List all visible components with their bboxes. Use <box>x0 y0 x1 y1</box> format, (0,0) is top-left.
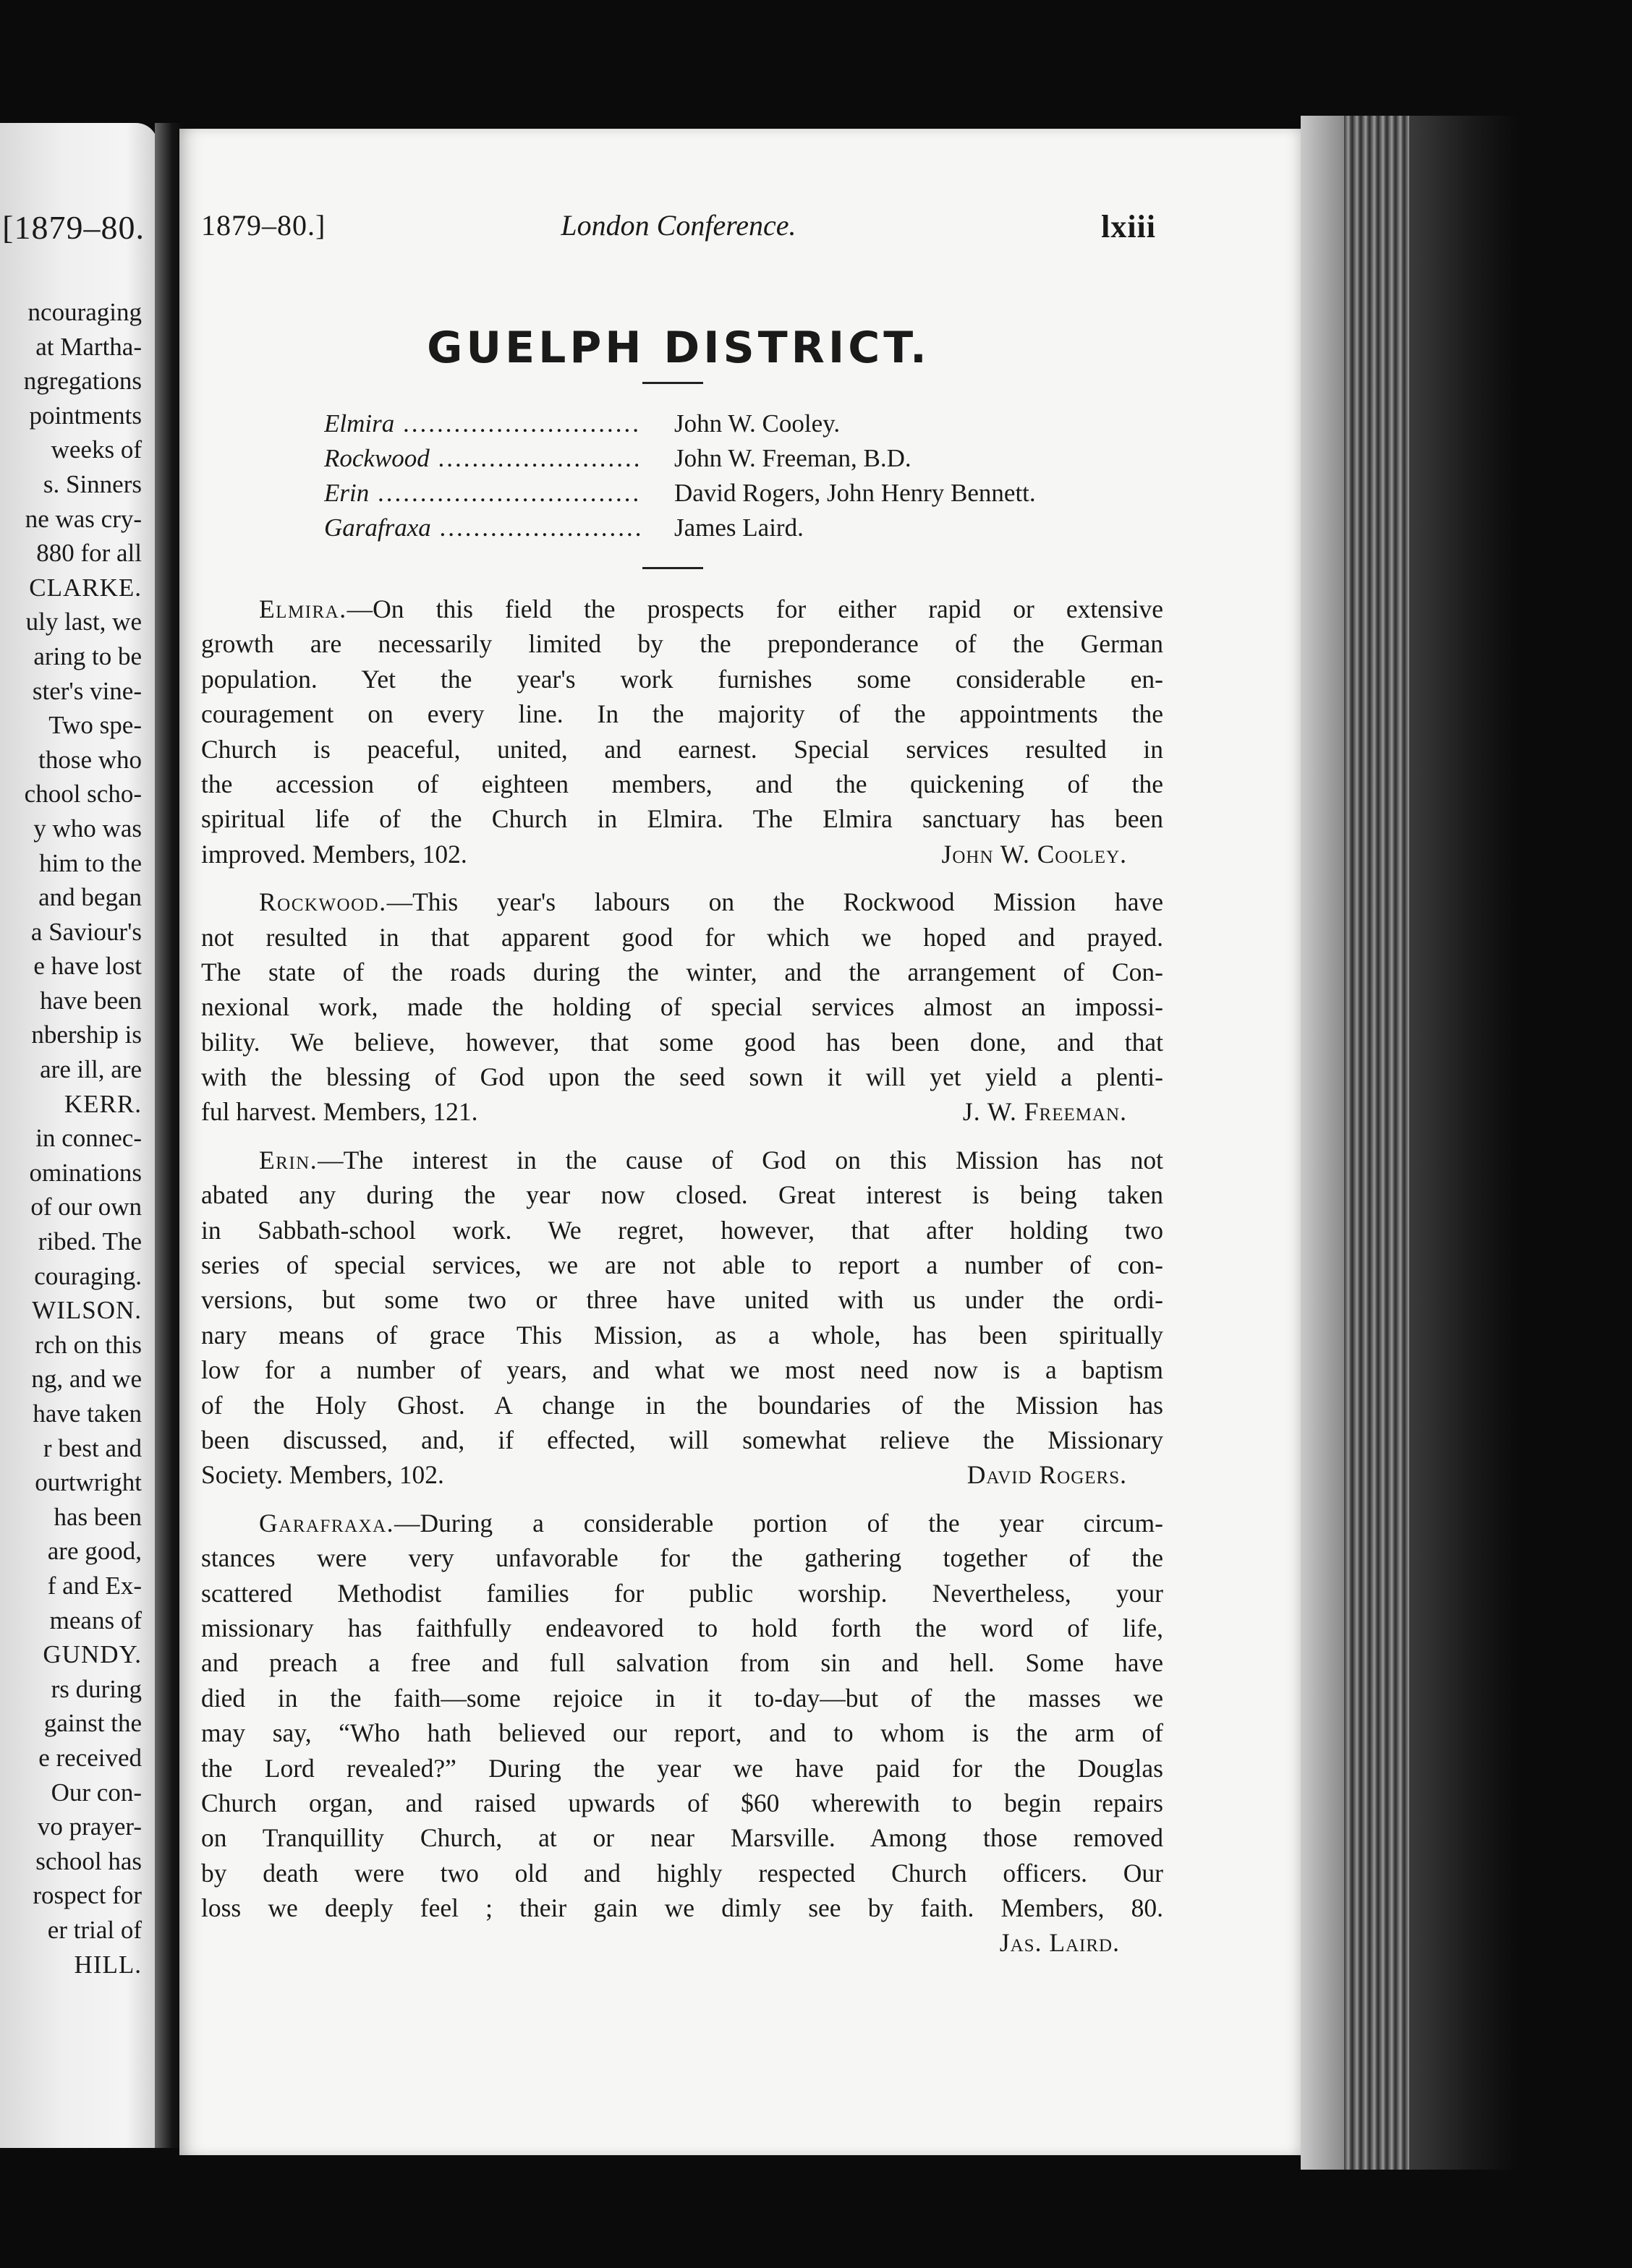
report-line <box>201 1282 1163 1317</box>
report-text: —On this field the prospects for either rapid or extensive <box>347 594 1163 623</box>
previous-page-line: ourtwright <box>35 1468 142 1497</box>
report-line <box>201 1423 1163 1457</box>
report-line <box>201 920 1163 955</box>
report-line <box>201 1506 1163 1540</box>
report-text: population. Yet the year's work furnishes some considerable en- <box>201 664 1163 694</box>
report-line <box>201 1213 1163 1248</box>
previous-page-line: rs during <box>51 1674 142 1703</box>
circuit-name: Rockwood ..... <box>324 444 642 473</box>
circuit-name: Erin ..... <box>324 479 642 508</box>
previous-page-line: ster's vine- <box>32 676 142 705</box>
circuit-reports <box>201 592 1163 1974</box>
minister-name: James Laird. <box>674 513 804 542</box>
circuit-row <box>324 479 1192 513</box>
report-signature: Jas. Laird. <box>999 1928 1120 1958</box>
report-line <box>201 1248 1163 1282</box>
previous-page-year: [1879–80. <box>2 209 145 246</box>
previous-page-line: pointments <box>29 401 142 430</box>
previous-page-line: ncouraging <box>27 298 142 326</box>
circuit-row <box>324 444 1192 479</box>
report-line <box>201 801 1163 836</box>
circuit-report <box>201 592 1163 871</box>
report-text: of the Holy Ghost. A change in the boundaries of the Mission has <box>201 1390 1163 1420</box>
report-line <box>201 1177 1163 1212</box>
previous-page-line: aring to be <box>33 641 142 670</box>
previous-page-line: ominations <box>29 1158 142 1187</box>
title-rule <box>642 382 703 384</box>
report-text: not resulted in that apparent good for which we hoped and prayed. <box>201 922 1163 952</box>
previous-page-line: e have lost <box>33 952 142 981</box>
previous-page-line: and began <box>38 883 142 912</box>
previous-page-line: in connec- <box>35 1124 142 1153</box>
report-text: died in the faith—some rejoice in it to-day—but of the masses we <box>201 1683 1163 1713</box>
main-page <box>179 129 1301 2155</box>
report-text: nexional work, made the holding of special services almost an impossi- <box>201 992 1163 1022</box>
report-line <box>201 1751 1163 1786</box>
report-line <box>201 1318 1163 1352</box>
previous-page-line: e received <box>38 1743 142 1772</box>
report-line <box>201 1856 1163 1890</box>
report-line <box>201 1786 1163 1820</box>
report-signature: David Rogers. <box>966 1460 1127 1490</box>
circuit-row <box>324 513 1192 548</box>
previous-page-line: ribed. The <box>38 1227 142 1256</box>
running-head-title: London Conference. <box>561 209 796 242</box>
report-line <box>201 1060 1163 1094</box>
report-line <box>201 1645 1163 1680</box>
report-signature: J. W. Freeman. <box>962 1097 1127 1127</box>
circuit-report <box>201 1506 1163 1961</box>
report-text: on Tranquillity Church, at or near Marsville. Among those removed <box>201 1823 1163 1853</box>
report-line <box>201 662 1163 696</box>
previous-page-line: HILL. <box>74 1950 142 1979</box>
minister-name: David Rogers, John Henry Bennett. <box>674 479 1036 507</box>
report-text: ful harvest. Members, 121. <box>201 1097 478 1127</box>
previous-page-line: nbership is <box>31 1020 142 1049</box>
previous-page-line: rch on this <box>35 1330 142 1359</box>
report-line <box>201 626 1163 661</box>
circuit-list-rule <box>642 567 703 569</box>
report-text: loss we deeply feel ; their gain we dimly see by faith. Members, 80. <box>201 1893 1163 1923</box>
report-text: been discussed, and, if effected, will somewhat relieve the Missionary <box>201 1425 1163 1454</box>
report-place: Garafraxa. <box>259 1508 395 1538</box>
report-text: abated any during the year now closed. Great interest is being taken <box>201 1180 1163 1210</box>
report-line <box>201 1890 1163 1925</box>
previous-page-line: of our own <box>30 1193 142 1222</box>
report-text: Church organ, and raised upwards of $60 wherewith to begin repairs <box>201 1788 1163 1817</box>
report-line <box>201 837 1163 871</box>
report-text: series of special services, we are not able to report a number of con- <box>201 1250 1163 1280</box>
previous-page-text <box>0 295 142 1982</box>
page-edge-shadow <box>1409 116 1518 2170</box>
report-line <box>201 592 1163 626</box>
report-text: nary means of grace This Mission, as a whole, has been spiritually <box>201 1320 1163 1350</box>
previous-page-line: s. Sinners <box>43 469 142 498</box>
report-text: scattered Methodist families for public worship. Nevertheless, your <box>201 1578 1163 1608</box>
report-place: Erin. <box>259 1145 318 1174</box>
report-text: couragement on every line. In the majority of the appointments the <box>201 699 1163 729</box>
previous-page-line: KERR. <box>64 1089 142 1118</box>
previous-page-line: have been <box>40 986 142 1015</box>
previous-page-line: are ill, are <box>40 1055 142 1084</box>
report-line <box>201 1094 1163 1129</box>
previous-page-line: y who was <box>33 814 142 843</box>
report-line <box>201 1540 1163 1575</box>
report-text: and preach a free and full salvation from sin and hell. Some have <box>201 1648 1163 1678</box>
previous-page-line: are good, <box>47 1537 142 1566</box>
report-text: stances were very unfavorable for the gathering together of the <box>201 1543 1163 1573</box>
page-number: lxiii <box>1101 209 1156 244</box>
previous-page-line: him to the <box>39 848 142 877</box>
report-line <box>201 696 1163 731</box>
circuit-name: Garafraxa ..... <box>324 513 642 542</box>
previous-page-line: gainst the <box>43 1709 142 1738</box>
previous-page-line: rospect for <box>33 1881 142 1910</box>
running-head <box>201 208 1156 252</box>
previous-page-line: WILSON. <box>32 1296 142 1325</box>
previous-page-line: Two spe- <box>48 711 142 740</box>
previous-page-fragment <box>0 123 158 2148</box>
previous-page-line: have taken <box>33 1399 142 1428</box>
report-signature: John W. Cooley. <box>941 839 1127 869</box>
circuit-list <box>324 409 1192 548</box>
report-line <box>201 1457 1163 1492</box>
report-line <box>201 1715 1163 1750</box>
report-text: The state of the roads during the winter, and the arrangement of Con- <box>201 957 1163 986</box>
district-title: GUELPH DISTRICT. <box>427 323 930 373</box>
report-text: —This year's labours on the Rockwood Mission have <box>386 887 1163 917</box>
previous-page-line: at Martha- <box>35 332 142 361</box>
previous-page-line: GUNDY. <box>43 1640 142 1669</box>
report-text: may say, “Who hath believed our report, and to whom is the arm of <box>201 1718 1163 1748</box>
previous-page-line: er trial of <box>47 1915 142 1944</box>
report-line <box>201 1352 1163 1387</box>
report-text: with the blessing of God upon the seed sown it will yet yield a plenti- <box>201 1062 1163 1092</box>
report-place: Rockwood. <box>259 887 387 917</box>
report-text: Society. Members, 102. <box>201 1460 444 1490</box>
report-text: in Sabbath-school work. We regret, however, that after holding two <box>201 1215 1163 1245</box>
previous-page-line: CLARKE. <box>29 573 142 602</box>
report-line <box>201 955 1163 989</box>
report-line <box>201 1681 1163 1715</box>
report-line <box>201 1143 1163 1177</box>
previous-page-line: means of <box>49 1606 142 1634</box>
previous-page-line: school has <box>35 1846 142 1875</box>
previous-page-line: Our con- <box>51 1778 142 1807</box>
previous-page-line: couraging. <box>34 1261 142 1290</box>
report-text: low for a number of years, and what we most need now is a baptism <box>201 1355 1163 1385</box>
previous-page-line: those who <box>38 745 142 774</box>
previous-page-line: ngregations <box>23 367 142 396</box>
previous-page-line: f and Ex- <box>47 1571 142 1600</box>
report-line <box>201 1388 1163 1423</box>
previous-page-line: chool scho- <box>24 780 142 809</box>
report-line <box>201 767 1163 801</box>
report-text: missionary has faithfully endeavored to hold forth the word of life, <box>201 1613 1163 1642</box>
report-text: —The interest in the cause of God on this Mission has not <box>318 1145 1163 1174</box>
previous-page-line: a Saviour's <box>30 917 142 946</box>
circuit-report <box>201 1143 1163 1493</box>
report-line <box>201 989 1163 1024</box>
circuit-row <box>324 409 1192 444</box>
report-text: by death were two old and highly respected Church officers. Our <box>201 1858 1163 1888</box>
previous-page-line: weeks of <box>51 435 142 464</box>
report-line <box>201 1025 1163 1060</box>
report-text: spiritual life of the Church in Elmira. The Elmira sanctuary has been <box>201 804 1163 834</box>
report-text: improved. Members, 102. <box>201 839 467 869</box>
previous-page-line: ne was cry- <box>25 504 142 533</box>
minister-name: John W. Freeman, B.D. <box>674 444 911 472</box>
page-edge-light <box>1301 116 1344 2170</box>
previous-page-line: 880 for all <box>36 539 142 568</box>
report-text: bility. We believe, however, that some good has been done, and that <box>201 1027 1163 1057</box>
page-edge-stack <box>1301 116 1518 2170</box>
previous-page-line: has been <box>54 1502 142 1531</box>
report-line <box>201 1611 1163 1645</box>
report-line <box>201 732 1163 767</box>
running-head-year: 1879–80.] <box>201 209 326 242</box>
report-text: Church is peaceful, united, and earnest. Special services resulted in <box>201 734 1163 764</box>
circuit-name: Elmira ..... <box>324 409 642 438</box>
report-text: the accession of eighteen members, and the quickening of the <box>201 769 1163 798</box>
previous-page-line: uly last, we <box>25 608 142 636</box>
report-line <box>201 884 1163 919</box>
report-text: the Lord revealed?” During the year we have paid for the Douglas <box>201 1753 1163 1783</box>
report-line <box>201 1820 1163 1855</box>
report-text: growth are necessarily limited by the preponderance of the German <box>201 629 1163 659</box>
previous-page-line: vo prayer- <box>37 1812 142 1841</box>
report-text: —During a considerable portion of the year circum- <box>394 1508 1163 1538</box>
minister-name: John W. Cooley. <box>674 409 841 438</box>
report-place: Elmira. <box>259 594 347 623</box>
circuit-report <box>201 884 1163 1130</box>
report-line <box>201 1576 1163 1611</box>
report-text: versions, but some two or three have united with us under the ordi- <box>201 1285 1163 1315</box>
previous-page-line: ng, and we <box>31 1365 142 1394</box>
previous-page-line: r best and <box>43 1433 142 1462</box>
